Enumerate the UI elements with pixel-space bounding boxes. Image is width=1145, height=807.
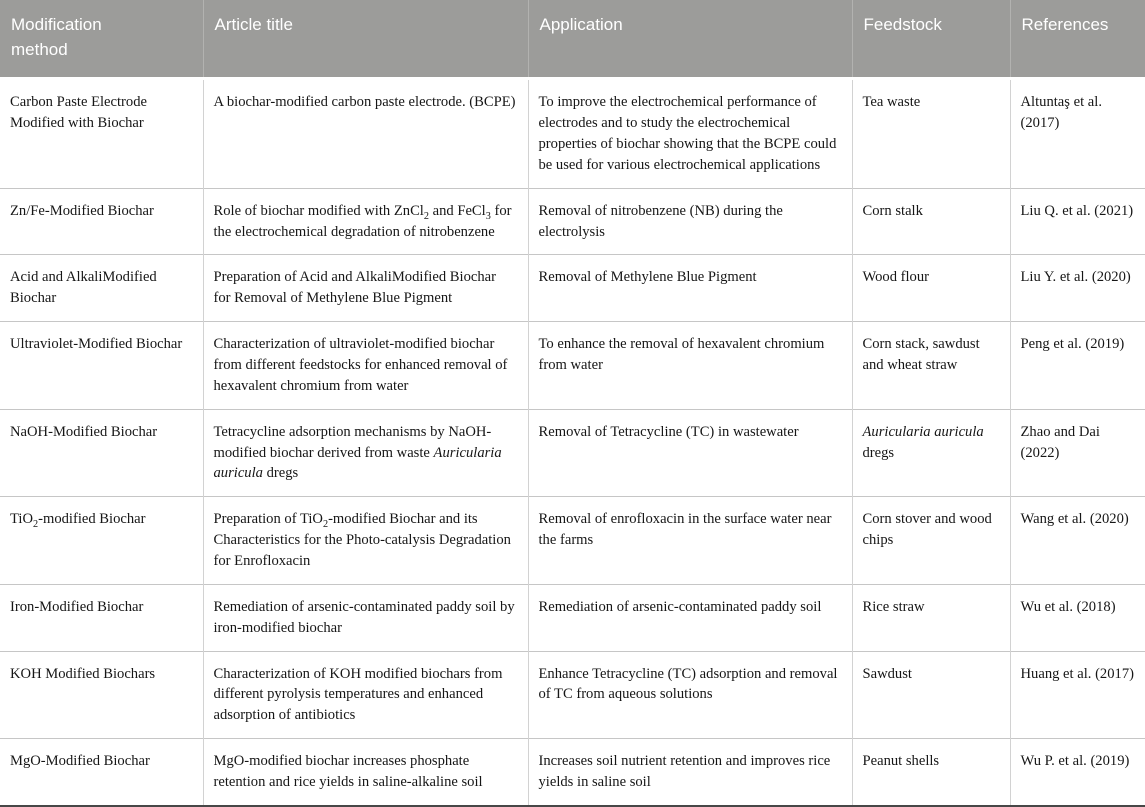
column-header-label: Application bbox=[539, 15, 623, 34]
cell-modification-method: Iron-Modified Biochar bbox=[0, 584, 203, 651]
column-header-feedstock bbox=[852, 0, 1010, 79]
cell-reference: Wu P. et al. (2019) bbox=[1010, 739, 1145, 806]
cell-reference: Peng et al. (2019) bbox=[1010, 322, 1145, 410]
cell-application: Removal of enrofloxacin in the surface water near the farms bbox=[528, 497, 852, 585]
subscript-text: 3 bbox=[485, 210, 491, 222]
cell-modification-method: Zn/Fe-Modified Biochar bbox=[0, 188, 203, 255]
cell-article-title: Preparation of TiO$_2$-modified Biochar and its Characteristics for the Photo-catalysis Degradation for Enrofloxacin bbox=[203, 497, 528, 585]
cell-feedstock: Tea waste bbox=[852, 79, 1010, 188]
cell-article-title: Preparation of Acid and AlkaliModified Biochar for Removal of Methylene Blue Pigment bbox=[203, 255, 528, 322]
column-header-references bbox=[1010, 0, 1145, 79]
table-row bbox=[0, 188, 1145, 255]
cell-feedstock: Corn stack, sawdust and wheat straw bbox=[852, 322, 1010, 410]
table-row bbox=[0, 322, 1145, 410]
cell-application: Removal of Tetracycline (TC) in wastewater bbox=[528, 409, 852, 497]
cell-application: Increases soil nutrient retention and improves rice yields in saline soil bbox=[528, 739, 852, 806]
cell-feedstock: Auricularia auricula dregs bbox=[852, 409, 1010, 497]
cell-reference: Huang et al. (2017) bbox=[1010, 651, 1145, 739]
cell-feedstock: Rice straw bbox=[852, 584, 1010, 651]
table-row bbox=[0, 409, 1145, 497]
table-header-row bbox=[0, 0, 1145, 79]
cell-feedstock: Wood flour bbox=[852, 255, 1010, 322]
cell-article-title: A biochar-modified carbon paste electrode. (BCPE) bbox=[203, 79, 528, 188]
cell-modification-method: KOH Modified Biochars bbox=[0, 651, 203, 739]
italic-text: Auricularia auricula bbox=[862, 423, 984, 440]
cell-reference: Liu Q. et al. (2021) bbox=[1010, 188, 1145, 255]
cell-article-title: Tetracycline adsorption mechanisms by NaOH-modified biochar derived from waste Auricularia auricula dregs bbox=[203, 409, 528, 497]
cell-application: Remediation of arsenic-contaminated paddy soil bbox=[528, 584, 852, 651]
column-header-article-title bbox=[203, 0, 528, 79]
cell-feedstock: Corn stover and wood chips bbox=[852, 497, 1010, 585]
cell-feedstock: Peanut shells bbox=[852, 739, 1010, 806]
table-row bbox=[0, 584, 1145, 651]
table-row bbox=[0, 497, 1145, 585]
cell-application: To enhance the removal of hexavalent chromium from water bbox=[528, 322, 852, 410]
column-header-modification-method bbox=[0, 0, 203, 79]
cell-article-title: Remediation of arsenic-contaminated paddy soil by iron-modified biochar bbox=[203, 584, 528, 651]
table-header bbox=[0, 0, 1145, 79]
cell-modification-method: Ultraviolet-Modified Biochar bbox=[0, 322, 203, 410]
cell-application: To improve the electrochemical performance of electrodes and to study the electrochemical properties of biochar showing that the BCPE could be used for various electrochemical applications bbox=[528, 79, 852, 188]
cell-modification-method: Carbon Paste Electrode Modified with Biochar bbox=[10, 94, 147, 132]
table-row bbox=[0, 255, 1145, 322]
column-header-label: Feedstock bbox=[863, 15, 942, 34]
italic-text: Auricularia auricula bbox=[213, 444, 502, 482]
table-row bbox=[0, 651, 1145, 739]
cell-modification-method: NaOH-Modified Biochar bbox=[0, 409, 203, 497]
cell-application: Removal of nitrobenzene (NB) during the electrolysis bbox=[528, 188, 852, 255]
subscript-text: 2 bbox=[322, 519, 329, 531]
cell-feedstock: Corn stalk bbox=[852, 188, 1010, 255]
subscript-text: 2 bbox=[33, 519, 39, 531]
cell-application: Enhance Tetracycline (TC) adsorption and removal of TC from aqueous solutions bbox=[528, 651, 852, 739]
cell-reference: Wu et al. (2018) bbox=[1010, 584, 1145, 651]
cell-reference: Altuntaş et al. (2017) bbox=[1010, 79, 1145, 188]
column-header-label: References bbox=[1021, 15, 1109, 34]
cell-modification-method: TiO$_2$-modified Biochar bbox=[0, 497, 203, 585]
cell-application: Removal of Methylene Blue Pigment bbox=[528, 255, 852, 322]
cell-modification-method: MgO-Modified Biochar bbox=[0, 739, 203, 806]
cell-article-title: MgO-modified biochar increases phosphate retention and rice yields in saline-alkaline soil bbox=[203, 739, 528, 806]
column-header-application bbox=[528, 0, 852, 79]
cell-article-title: Role of biochar modified with ZnCl$_2$ and FeCl$_3$ for the electrochemical degradation of nitrobenzene bbox=[203, 188, 528, 255]
table-body bbox=[0, 79, 1145, 806]
cell-reference: Wang et al. (2020) bbox=[1010, 497, 1145, 585]
cell-reference: Zhao and Dai (2022) bbox=[1010, 409, 1145, 497]
cell-modification-method: Acid and AlkaliModified Biochar bbox=[0, 255, 203, 322]
cell-article-title: Characterization of ultraviolet-modified biochar from different feedstocks for enhanced removal of hexavalent chromium from water bbox=[203, 322, 528, 410]
subscript-text: 2 bbox=[423, 210, 429, 222]
cell-feedstock: Sawdust bbox=[852, 651, 1010, 739]
table-row bbox=[0, 79, 1145, 188]
table-row bbox=[0, 739, 1145, 806]
cell-reference: Liu Y. et al. (2020) bbox=[1010, 255, 1145, 322]
column-header-label: Modification method bbox=[11, 15, 102, 59]
cell-article-title: Characterization of KOH modified biochars from different pyrolysis temperatures and enhanced adsorption of antibiotics bbox=[203, 651, 528, 739]
column-header-label: Article title bbox=[214, 15, 293, 34]
